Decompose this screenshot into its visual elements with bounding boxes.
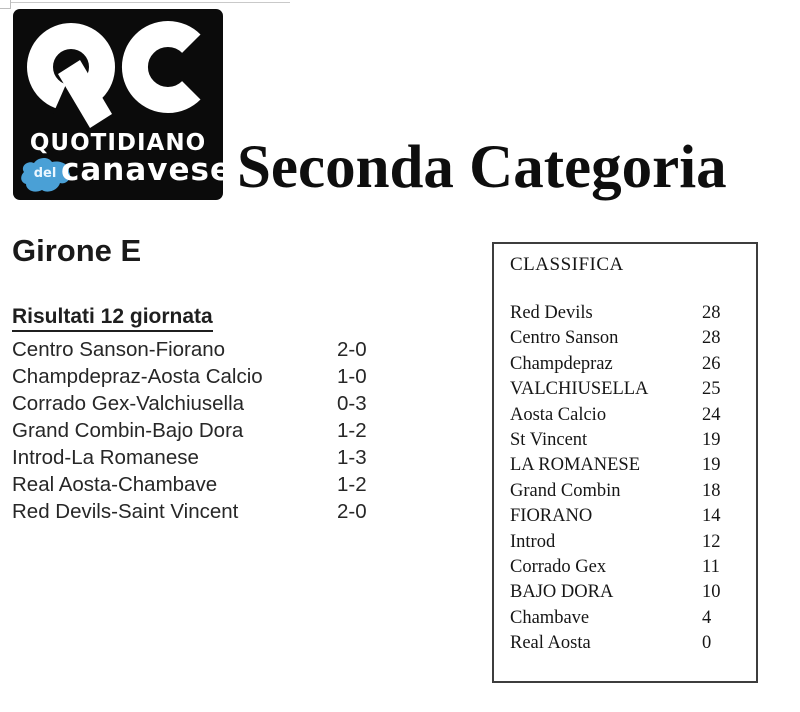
match-name: Centro Sanson-Fiorano: [12, 338, 226, 361]
team-points: 25: [702, 379, 721, 400]
gridline-corner: [0, 8, 10, 9]
team-points: 0: [702, 633, 712, 654]
standings-rows: [510, 301, 742, 656]
gridline-vertical: [10, 0, 11, 9]
match-row: [12, 336, 392, 363]
standings-row: [510, 453, 742, 478]
standings-row: [510, 606, 742, 631]
standings-row: [510, 479, 742, 504]
standings-row: [510, 403, 742, 428]
match-row: [12, 390, 392, 417]
team-points: 24: [702, 404, 721, 425]
match-score: 1-0: [337, 365, 367, 388]
team-points: 10: [702, 582, 721, 603]
match-name: Grand Combin-Bajo Dora: [12, 419, 244, 442]
qc-monogram-icon: [21, 15, 215, 129]
standings-row: [510, 580, 742, 605]
team-name: Corrado Gex: [510, 556, 607, 577]
team-points: 18: [702, 480, 721, 501]
match-row: [12, 417, 392, 444]
match-score: 2-0: [337, 338, 367, 361]
match-score: 1-2: [337, 473, 367, 496]
team-points: 14: [702, 506, 721, 527]
standings-row: [510, 631, 742, 656]
team-points: 4: [702, 607, 712, 628]
logo-del: del: [33, 166, 57, 181]
match-name: Corrado Gex-Valchiusella: [12, 392, 245, 415]
match-name: Champdepraz-Aosta Calcio: [12, 365, 263, 388]
team-name: Grand Combin: [510, 480, 621, 501]
match-name: Real Aosta-Chambave: [12, 473, 218, 496]
standings-row: [510, 326, 742, 351]
team-points: 12: [702, 531, 721, 552]
team-name: VALCHIUSELLA: [510, 379, 649, 400]
match-score: 0-3: [337, 392, 367, 415]
standings-row: [510, 428, 742, 453]
team-name: Red Devils: [510, 303, 593, 323]
match-name: Introd-La Romanese: [12, 446, 199, 469]
match-score: 1-2: [337, 419, 367, 442]
match-row: [12, 444, 392, 471]
page-title: Seconda Categoria: [237, 134, 727, 201]
standings-title: CLASSIFICA: [510, 254, 624, 275]
team-name: Aosta Calcio: [510, 404, 607, 425]
team-name: Chambave: [510, 607, 590, 628]
standings-box: [492, 242, 758, 683]
team-name: Real Aosta: [510, 633, 591, 654]
quotidiano-canavese-logo: [13, 9, 232, 200]
team-points: 26: [702, 353, 721, 374]
team-points: 28: [702, 328, 721, 349]
team-name: FIORANO: [510, 506, 593, 527]
match-name: Red Devils-Saint Vincent: [12, 500, 239, 523]
standings-row: [510, 377, 742, 402]
team-name: BAJO DORA: [510, 582, 614, 603]
standings-row: [510, 504, 742, 529]
team-name: Introd: [510, 531, 556, 552]
match-score: 1-3: [337, 446, 367, 469]
team-name: Champdepraz: [510, 353, 613, 374]
results-title: Risultati 12 giornata: [12, 305, 213, 332]
standings-row: [510, 301, 742, 326]
results-list: [12, 336, 392, 525]
match-score: 2-0: [337, 500, 367, 523]
match-row: [12, 498, 392, 525]
logo-line2: canavese: [61, 152, 232, 188]
gridline-horizontal: [10, 2, 290, 3]
standings-row: [510, 352, 742, 377]
girone-heading: Girone E: [12, 233, 142, 268]
team-points: 11: [702, 556, 720, 577]
team-points: 28: [702, 303, 721, 323]
team-name: Centro Sanson: [510, 328, 619, 349]
match-row: [12, 471, 392, 498]
team-name: LA ROMANESE: [510, 455, 641, 476]
standings-row: [510, 555, 742, 580]
team-points: 19: [702, 429, 721, 450]
logo-line1: QUOTIDIANO: [29, 130, 207, 156]
match-row: [12, 363, 392, 390]
team-name: St Vincent: [510, 429, 588, 450]
team-points: 19: [702, 455, 721, 476]
standings-row: [510, 530, 742, 555]
